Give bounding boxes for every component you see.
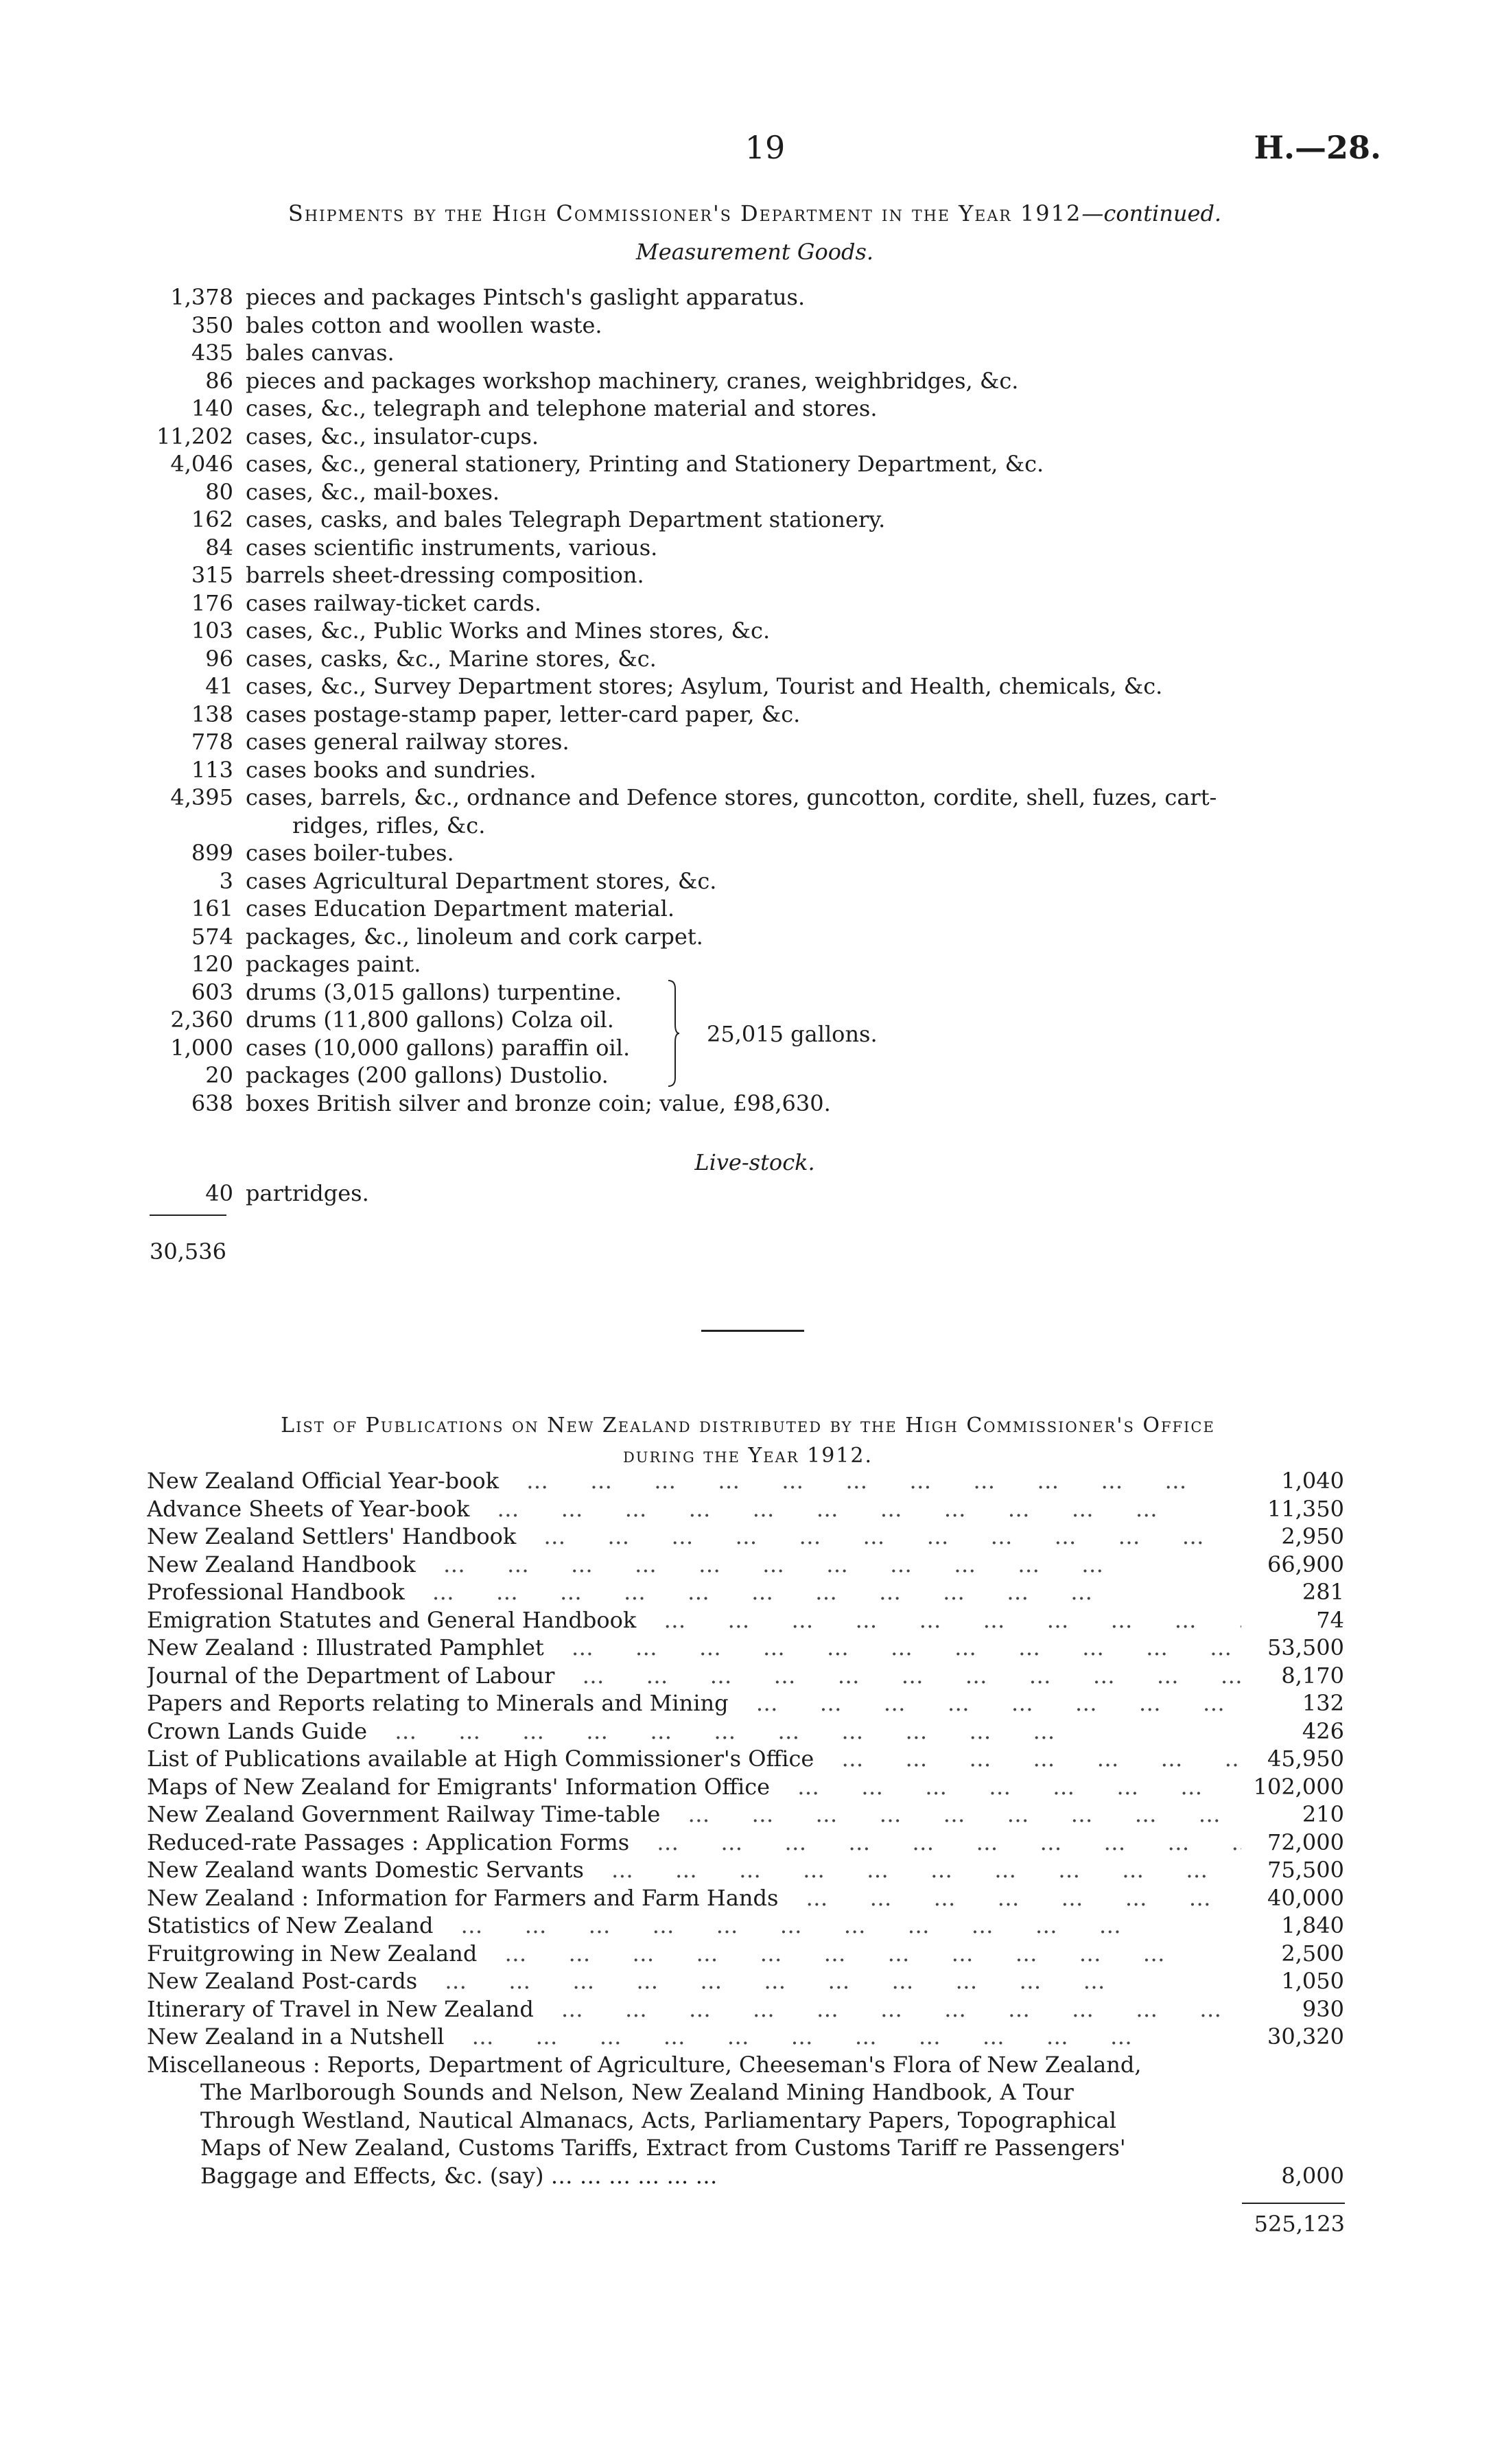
- publication-count: 1,040: [1281, 1468, 1344, 1494]
- shipment-row: [130, 1090, 1365, 1118]
- shipment-qty: 4,046: [170, 451, 233, 477]
- shipment-desc-text: cases Agricultural Department stores, &c.: [246, 867, 717, 894]
- publication-row: [147, 2023, 1344, 2051]
- publications-list: [147, 1467, 1344, 2190]
- shipment-desc: [246, 506, 1365, 534]
- shipment-row: [130, 589, 1365, 618]
- publication-name: Maps of New Zealand for Emigrants' Information Office … … … … … … … … … … …: [147, 1773, 1241, 1801]
- shipment-row: [130, 645, 1365, 673]
- shipment-qty: 1,000: [170, 1034, 233, 1061]
- shipment-desc: [246, 339, 1365, 367]
- shipment-desc-continuation: ridges, rifles, &c.: [292, 812, 486, 838]
- shipment-desc: [246, 895, 1365, 923]
- section-divider: [701, 1330, 804, 1332]
- shipment-row: [130, 506, 1365, 534]
- document-code: H.—28.: [1254, 129, 1381, 166]
- misc-line: Maps of New Zealand, Customs Tariffs, Extract from Customs Tariff re Passengers': [200, 2135, 1126, 2161]
- publication-row: [147, 1912, 1344, 1940]
- publication-name: New Zealand Official Year-book … … … … … … … … … … …: [147, 1467, 1241, 1495]
- misc-line: Through Westland, Nautical Almanacs, Acts, Parliamentary Papers, Topographical: [200, 2107, 1116, 2133]
- publications-title-line1: List of Publications on New Zealand distributed by the High Commissioner's Office: [281, 1413, 1215, 1438]
- shipment-desc-text: packages, &c., linoleum and cork carpet.: [246, 923, 703, 950]
- shipment-desc-text: cases scientific instruments, various.: [246, 534, 658, 561]
- shipment-qty: 574: [191, 923, 233, 950]
- shipment-qty: 84: [205, 534, 233, 561]
- shipment-qty: 2,360: [170, 1007, 233, 1033]
- shipment-row: [130, 895, 1365, 923]
- shipment-desc: [246, 534, 1365, 562]
- publication-row: [147, 1856, 1344, 1884]
- shipment-desc: [246, 839, 1365, 867]
- shipment-qty: 113: [191, 756, 233, 783]
- publication-count: 930: [1302, 1995, 1344, 2022]
- shipment-row: [130, 701, 1365, 729]
- shipment-desc-text: bales cotton and woollen waste.: [246, 312, 602, 338]
- shipment-row: [130, 395, 1365, 423]
- shipment-row: [130, 784, 1365, 839]
- shipment-desc-text: cases, &c., insulator-cups.: [246, 423, 539, 449]
- shipment-qty: 162: [191, 506, 233, 532]
- publication-name: New Zealand : Illustrated Pamphlet … … … … … … … … … … …: [147, 1634, 1241, 1662]
- shipment-row: [130, 617, 1365, 645]
- publication-count: 2,950: [1281, 1523, 1344, 1549]
- publications-total: 525,123: [1254, 2211, 1345, 2237]
- shipment-desc-text: cases, &c., Public Works and Mines stores, &c.: [246, 618, 771, 644]
- gallons-brace: [666, 979, 681, 1088]
- publication-count: 11,350: [1267, 1495, 1344, 1522]
- shipment-row: [130, 672, 1365, 701]
- publication-name: Papers and Reports relating to Minerals and Mining … … … … … … … … … … …: [147, 1689, 1241, 1717]
- shipment-qty: 140: [191, 395, 233, 421]
- publication-row: [147, 1995, 1344, 2023]
- publication-name: Professional Handbook … … … … … … … … … … …: [147, 1578, 1241, 1606]
- publication-name: New Zealand wants Domestic Servants … … … … … … … … … … …: [147, 1856, 1241, 1884]
- livestock-desc: partridges.: [246, 1180, 369, 1206]
- publication-count: 8,170: [1281, 1662, 1344, 1689]
- shipment-desc: [246, 1090, 1365, 1118]
- shipment-desc-text: cases, casks, &c., Marine stores, &c.: [246, 645, 657, 672]
- shipment-row: [130, 950, 1365, 978]
- shipment-desc-text: cases general railway stores.: [246, 729, 570, 755]
- shipment-qty: 899: [191, 840, 233, 866]
- shipment-qty: 778: [191, 729, 233, 755]
- publication-count: 132: [1302, 1690, 1344, 1716]
- publication-name: New Zealand Government Railway Time-table … … … … … … … … … … …: [147, 1800, 1241, 1829]
- miscellaneous-text: [147, 2051, 1241, 2190]
- publications-total-rule: [1242, 2203, 1345, 2204]
- shipment-row: [130, 450, 1365, 478]
- shipment-row: [130, 339, 1365, 367]
- shipment-qty: 96: [205, 645, 233, 672]
- shipment-qty: 161: [191, 895, 233, 922]
- shipment-desc: [246, 923, 1365, 951]
- shipment-desc-text: packages (200 gallons) Dustolio.: [246, 1062, 609, 1088]
- publication-name: New Zealand Post-cards … … … … … … … … … … …: [147, 1967, 1241, 1995]
- shipment-desc: [246, 561, 1365, 589]
- publication-row: [147, 1773, 1344, 1801]
- publication-name: List of Publications available at High Commissioner's Office … … … … … … … … … … …: [147, 1745, 1241, 1773]
- shipment-row: [130, 923, 1365, 951]
- publication-row: [147, 1717, 1344, 1746]
- misc-line: Baggage and Effects, &c. (say) … … … … … …: [200, 2162, 718, 2189]
- shipments-title: [206, 200, 1304, 226]
- publication-row: [147, 1940, 1344, 1968]
- shipment-row: [130, 728, 1365, 756]
- shipment-desc: [246, 617, 1365, 645]
- total-rule: [150, 1215, 226, 1216]
- brace-icon: [666, 979, 681, 1088]
- shipment-list: [130, 283, 1365, 1117]
- publications-title-line2: during the Year 1912.: [622, 1444, 873, 1468]
- publication-row: [147, 1606, 1344, 1634]
- shipment-qty: 4,395: [170, 784, 233, 810]
- shipment-desc-text: cases boiler-tubes.: [246, 840, 454, 866]
- shipment-qty: 603: [191, 978, 233, 1005]
- publication-name: New Zealand Settlers' Handbook … … … … … … … … … … …: [147, 1523, 1241, 1551]
- shipment-qty: 435: [191, 340, 233, 366]
- shipment-desc-text: drums (3,015 gallons) turpentine.: [246, 978, 622, 1005]
- shipment-qty: 103: [191, 618, 233, 644]
- shipment-qty: 20: [205, 1062, 233, 1088]
- shipment-desc-text: pieces and packages workshop machinery, cranes, weighbridges, &c.: [246, 367, 1019, 394]
- publications-rows: [147, 1467, 1344, 2051]
- page-number: 19: [744, 129, 786, 166]
- livestock-heading: Live-stock.: [694, 1149, 815, 1175]
- shipment-qty: 3: [219, 867, 233, 894]
- shipment-desc: [246, 478, 1365, 506]
- publication-count: 281: [1302, 1579, 1344, 1605]
- shipment-row: [130, 561, 1365, 589]
- publication-row: [147, 1967, 1344, 1995]
- shipment-desc-text: cases, casks, and bales Telegraph Department stationery.: [246, 506, 886, 532]
- shipment-desc-text: cases, &c., Survey Department stores; Asylum, Tourist and Health, chemicals, &c.: [246, 673, 1163, 699]
- shipment-qty: 11,202: [156, 423, 233, 449]
- shipment-desc: [246, 867, 1365, 895]
- shipments-title-text: Shipments by the High Commissioner's Department in the Year 1912: [287, 200, 1082, 226]
- publication-count: 75,500: [1267, 1857, 1344, 1883]
- publication-name: Advance Sheets of Year-book … … … … … … … … … … …: [147, 1495, 1241, 1523]
- measurement-goods-heading: Measurement Goods.: [635, 239, 874, 265]
- shipment-row: [130, 367, 1365, 395]
- publication-row: [147, 1495, 1344, 1523]
- shipment-row: [130, 534, 1365, 562]
- shipment-desc: [246, 423, 1365, 451]
- shipment-qty: 315: [191, 562, 233, 588]
- publication-row: [147, 1884, 1344, 1912]
- shipment-desc: [246, 312, 1365, 340]
- publication-row: [147, 1745, 1344, 1773]
- publication-row: [147, 1551, 1344, 1579]
- publication-count: 1,050: [1281, 1968, 1344, 1994]
- publication-count: 1,840: [1281, 1912, 1344, 1938]
- shipment-desc-text: barrels sheet-dressing composition.: [246, 562, 644, 588]
- shipment-desc-text: cases, barrels, &c., ordnance and Defence stores, guncotton, cordite, shell, fuzes, cart-: [246, 784, 1217, 810]
- shipment-qty: 80: [205, 478, 233, 505]
- misc-line: The Marlborough Sounds and Nelson, New Zealand Mining Handbook, A Tour: [200, 2079, 1074, 2105]
- publication-row: [147, 1523, 1344, 1551]
- publication-name: Fruitgrowing in New Zealand … … … … … … … … … … …: [147, 1940, 1241, 1968]
- miscellaneous-row: [147, 2051, 1344, 2190]
- shipment-qty: 138: [191, 701, 233, 727]
- shipment-qty: 120: [191, 951, 233, 977]
- publication-row: [147, 1800, 1344, 1829]
- shipment-desc: [246, 950, 1365, 978]
- publication-row: [147, 1578, 1344, 1606]
- shipment-desc-text: pieces and packages Pintsch's gaslight apparatus.: [246, 284, 806, 310]
- shipment-desc-text: cases, &c., general stationery, Printing and Stationery Department, &c.: [246, 451, 1044, 477]
- publication-row: [147, 1689, 1344, 1717]
- shipment-desc-text: cases, &c., telegraph and telephone material and stores.: [246, 395, 878, 421]
- publication-row: [147, 1634, 1344, 1662]
- publication-count: 102,000: [1253, 1773, 1344, 1800]
- publication-name: Itinerary of Travel in New Zealand … … … … … … … … … … …: [147, 1995, 1241, 2023]
- shipment-desc-text: cases railway-ticket cards.: [246, 589, 541, 616]
- shipment-qty: 350: [191, 312, 233, 338]
- publication-count: 40,000: [1267, 1884, 1344, 1911]
- shipment-row: [130, 1061, 1365, 1090]
- publication-row: [147, 1467, 1344, 1495]
- shipment-desc: [246, 756, 1365, 784]
- shipment-desc: [246, 728, 1365, 756]
- shipment-desc: [246, 784, 1365, 839]
- shipment-desc-text: drums (11,800 gallons) Colza oil.: [246, 1007, 614, 1033]
- shipment-desc: [246, 367, 1365, 395]
- publication-name: Journal of the Department of Labour … … … … … … … … … … …: [147, 1662, 1241, 1690]
- livestock-row: [130, 1180, 954, 1206]
- publication-count: 72,000: [1267, 1829, 1344, 1855]
- shipment-row: [130, 867, 1365, 895]
- misc-line: Miscellaneous : Reports, Department of Agriculture, Cheeseman's Flora of New Zealand,: [147, 2051, 1142, 2078]
- shipment-row: [130, 478, 1365, 506]
- publication-name: New Zealand Handbook … … … … … … … … … … …: [147, 1551, 1241, 1579]
- shipment-qty: 1,378: [170, 284, 233, 310]
- shipment-desc: [246, 672, 1365, 701]
- publication-row: [147, 1662, 1344, 1690]
- publication-count: 2,500: [1281, 1940, 1344, 1967]
- shipment-row: [130, 283, 1365, 312]
- shipment-desc: [246, 589, 1365, 618]
- shipment-desc-text: bales canvas.: [246, 340, 395, 366]
- gallons-total: 25,015 gallons.: [707, 1021, 878, 1047]
- shipment-desc-text: cases Education Department material.: [246, 895, 675, 922]
- shipment-desc-text: cases postage-stamp paper, letter-card paper, &c.: [246, 701, 801, 727]
- shipment-row: [130, 312, 1365, 340]
- shipment-desc: [246, 645, 1365, 673]
- shipment-desc-text: cases (10,000 gallons) paraffin oil.: [246, 1034, 631, 1061]
- miscellaneous-value: 8,000: [1281, 2162, 1344, 2189]
- shipment-desc: [246, 1061, 1365, 1090]
- shipment-desc: [246, 450, 1365, 478]
- shipments-title-suffix: —continued.: [1081, 200, 1222, 226]
- shipment-qty: 86: [205, 367, 233, 394]
- publication-row: [147, 1829, 1344, 1857]
- publications-title: [137, 1411, 1359, 1471]
- publication-count: 426: [1302, 1717, 1344, 1744]
- shipment-desc: [246, 701, 1365, 729]
- shipments-total: 30,536: [150, 1239, 226, 1265]
- publication-count: 66,900: [1267, 1551, 1344, 1577]
- shipment-desc-text: packages paint.: [246, 951, 421, 977]
- publication-count: 30,320: [1267, 2023, 1344, 2050]
- shipment-row: [130, 423, 1365, 451]
- shipment-desc-text: cases books and sundries.: [246, 756, 537, 783]
- shipment-desc-text: cases, &c., mail-boxes.: [246, 478, 500, 505]
- publication-count: 53,500: [1267, 1634, 1344, 1661]
- publication-name: New Zealand : Information for Farmers and Farm Hands … … … … … … … … … … …: [147, 1884, 1241, 1912]
- shipment-desc: [246, 395, 1365, 423]
- livestock-qty: 40: [205, 1180, 233, 1206]
- shipment-desc: [246, 283, 1365, 312]
- publication-name: Emigration Statutes and General Handbook … … … … … … … … … … …: [147, 1606, 1241, 1634]
- publication-count: 210: [1302, 1801, 1344, 1827]
- publication-count: 45,950: [1267, 1746, 1344, 1772]
- shipment-desc-text: boxes British silver and bronze coin; value, £98,630.: [246, 1090, 831, 1116]
- shipment-qty: 638: [191, 1090, 233, 1116]
- shipment-qty: 41: [205, 673, 233, 699]
- shipment-qty: 176: [191, 589, 233, 616]
- shipment-row: [130, 756, 1365, 784]
- shipment-row: [130, 839, 1365, 867]
- shipment-row: [130, 978, 1365, 1007]
- shipment-desc: [246, 978, 1365, 1007]
- publication-count: 74: [1316, 1606, 1344, 1633]
- publication-name: Statistics of New Zealand … … … … … … … … … … …: [147, 1912, 1241, 1940]
- publication-name: New Zealand in a Nutshell … … … … … … … … … … …: [147, 2023, 1241, 2051]
- publication-name: Crown Lands Guide … … … … … … … … … … …: [147, 1717, 1241, 1746]
- publication-name: Reduced-rate Passages : Application Forms … … … … … … … … … … …: [147, 1829, 1241, 1857]
